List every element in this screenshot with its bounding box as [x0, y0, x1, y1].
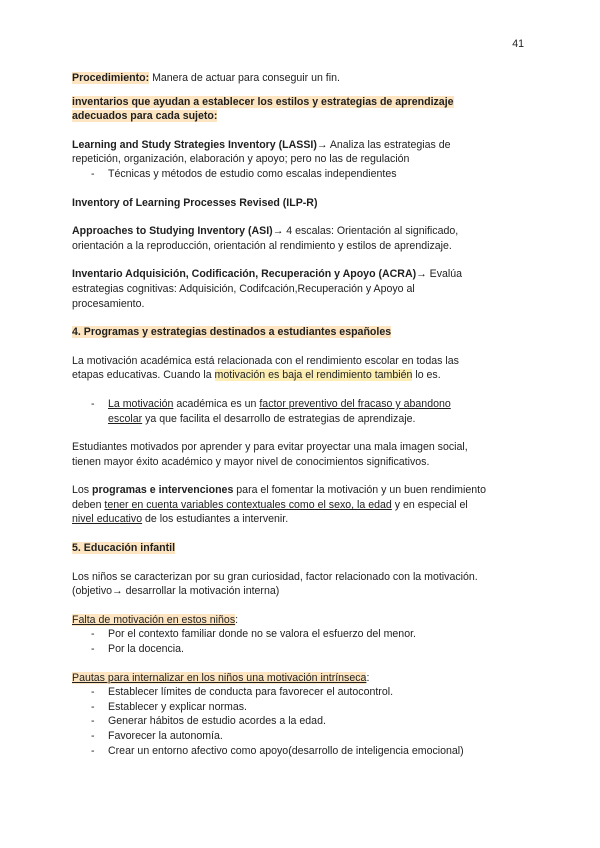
underlined-run: tener en cuenta variables contextuales como el sexo, la edad: [104, 498, 392, 511]
section-4-paragraph-1: [72, 354, 487, 383]
falta-heading-text: Falta de motivación en estos niños: [72, 613, 236, 626]
text-run: ya que facilita el desarrollo de estrategias de aprendizaje.: [142, 412, 416, 425]
section-5-title: [72, 541, 487, 556]
acra-paragraph: [72, 267, 487, 311]
list-item: - Por la docencia.: [72, 642, 487, 657]
list-item: - Establecer y explicar normas.: [72, 700, 487, 715]
procedimiento-definition: [72, 71, 487, 86]
inventarios-heading: [72, 95, 487, 124]
text-run: Los: [72, 484, 93, 497]
list-item: - Por el contexto familiar donde no se valora el esfuerzo del menor.: [72, 627, 487, 642]
lassi-paragraph: [72, 138, 487, 167]
text-run: La motivación académica está relacionada con el rendimiento escolar en todas las etapas educativas. Cuando la: [72, 354, 459, 382]
ilpr-name: Inventory of Learning Processes Revised (ILP-R): [72, 196, 318, 209]
text-run: lo es.: [412, 369, 441, 382]
section-4-title-text: 4. Programas y estrategias destinados a estudiantes españoles: [72, 326, 392, 339]
procedimiento-term: Procedimiento:: [72, 72, 150, 84]
section-4-title: [72, 325, 487, 340]
asi-paragraph: [72, 224, 487, 253]
pautas-heading-text: Pautas para internalizar en los niños una motivación intrínseca: [72, 671, 367, 684]
list-item: - Técnicas y métodos de estudio como escalas independientes: [72, 167, 487, 182]
section-4-paragraph-3: [72, 483, 487, 527]
ilpr-paragraph: [72, 196, 487, 211]
pautas-list: [72, 685, 487, 758]
list-item: [72, 397, 487, 426]
asi-text: → 4 escalas: Orientación al significado, orientación a la reproducción, orientación al rendimiento y estilos de aprendizaje.: [72, 225, 459, 252]
lassi-name: Learning and Study Strategies Inventory (LASSI): [72, 138, 317, 151]
list-item: - Crear un entorno afectivo como apoyo(desarrollo de inteligencia emocional): [72, 744, 487, 759]
list-item: - Favorecer la autonomía.: [72, 729, 487, 744]
inventarios-heading-text: inventarios que ayudan a establecer los estilos y estrategias de aprendizaje adecuados para cada sujeto:: [72, 95, 454, 123]
pautas-heading: [72, 671, 487, 686]
section-5-paragraph-1: Los niños se caracterizan por su gran curiosidad, factor relacionado con la motivación. (objetivo→ desarrollar la motivación interna): [72, 570, 478, 598]
lassi-text: → Analiza las estrategias de repetición, organización, elaboración y apoyo; pero no las de regulación: [72, 138, 451, 166]
list-item: - Establecer límites de conducta para favorecer el autocontrol.: [72, 685, 487, 700]
acra-text: → Evalúa estrategias cognitivas: Adquisición, Codifcación,Recuperación y Apoyo al procesamiento.: [72, 268, 463, 310]
text-run: de los estudiantes a intervenir.: [142, 513, 289, 526]
document-body: [72, 71, 487, 758]
text-run: :: [366, 671, 370, 684]
acra-name: Inventario Adquisición, Codificación, Recuperación y Apoyo (ACRA): [72, 268, 417, 281]
text-run: :: [235, 613, 239, 626]
section-4-paragraph-2: Estudiantes motivados por aprender y para evitar proyectar una mala imagen social, tienen mayor éxito académico y mayor nivel de conocimientos significativos.: [72, 441, 468, 468]
asi-name: Approaches to Studying Inventory (ASI): [72, 225, 273, 238]
text-run: para el fomentar la motivación y un buen rendimiento deben: [72, 484, 486, 511]
underlined-run: La motivación: [108, 397, 174, 410]
highlight-run: motivación es baja el rendimiento también: [214, 369, 413, 382]
section-4-list: [72, 397, 487, 426]
falta-list: [72, 627, 487, 656]
procedimiento-text: Manera de actuar para conseguir un fin.: [149, 72, 340, 84]
bold-run: programas e intervenciones: [92, 484, 234, 497]
falta-heading: [72, 613, 487, 628]
text-run: y en especial el: [391, 498, 468, 511]
page-number: 41: [512, 38, 524, 50]
lassi-list: [72, 167, 487, 182]
section-5-title-text: 5. Educación infantil: [72, 542, 176, 555]
underlined-run: nivel educativo: [72, 513, 143, 526]
underlined-run: factor preventivo del fracaso y abandono escolar: [108, 397, 451, 425]
text-run: académica es un: [173, 397, 260, 410]
list-item: - Generar hábitos de estudio acordes a la edad.: [72, 714, 487, 729]
